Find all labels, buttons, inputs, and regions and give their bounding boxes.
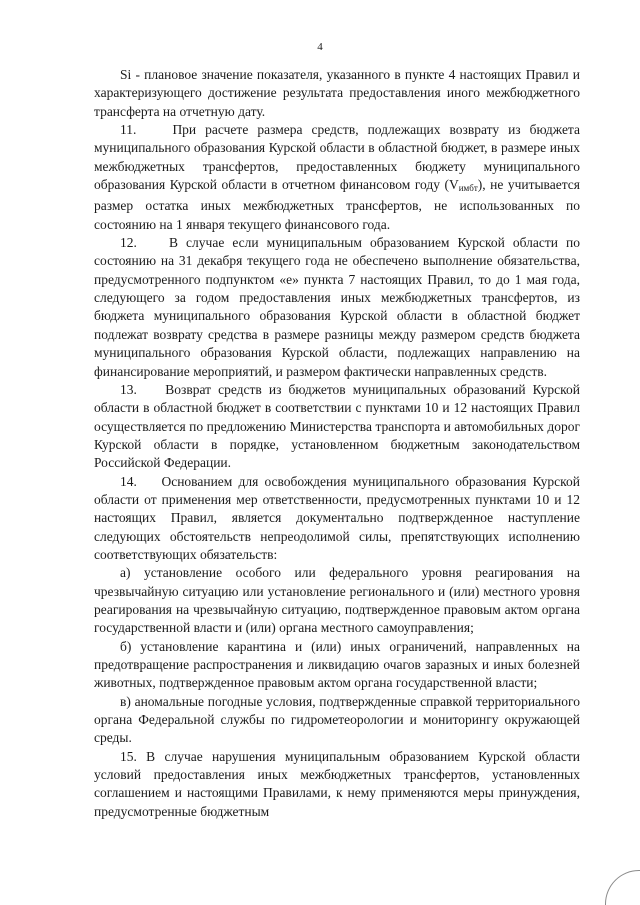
paragraph-15: 15. В случае нарушения муниципальным образованием Курской области условий предоставления иных межбюджетных трансфертов, установленных соглашением и настоящими Правилами, к нему применяются меры принуждения, предусмотренные бюджетным: [94, 748, 581, 819]
paragraph-number: 14.: [120, 473, 137, 489]
paragraph-number: 12.: [120, 235, 137, 251]
paragraph-number: 15.: [120, 748, 137, 764]
paragraph-14-b: б) установление карантина и (или) иных ограничений, направленных на предотвращение распространения и ликвидацию очагов заразных и иных болезней животных, подтвержденное правовым актом органа государственной власти;: [94, 638, 580, 691]
document-body: [94, 66, 580, 821]
paragraph-14-a: а) установление особого или федерального уровня реагирования на чрезвычайную ситуацию или установление регионального и (или) местного уровня реагирования на чрезвычайную ситуацию, подтвержденное правовым актом органа государственной власти и (или) органа местного самоуправления;: [94, 565, 580, 636]
page-corner-scan-edge: [605, 870, 640, 905]
paragraph-si-definition: Si - плановое значение показателя, указанного в пункте 4 настоящих Правил и характеризующего достижение результата предоставления иного межбюджетного трансферта на отчетную дату.: [94, 67, 580, 119]
paragraph-number: 11.: [120, 122, 137, 138]
paragraph-14: 14. Основанием для освобождения муниципального образования Курской области от применения мер ответственности, предусмотренных пунктами 10 и 12 настоящих Правил, является документально подтвержденное наступление следующих обстоятельств непреодолимой силы, препятствующих исполнению соответствующих обязательств:: [94, 473, 580, 562]
subscript: имбт: [458, 183, 478, 194]
paragraph-13: 13. Возврат средств из бюджетов муниципальных образований Курской области в областной бюджет в соответствии с пунктами 10 и 12 настоящих Правил осуществляется по предложению Министерства транспорта и автомобильных дорог Курской области в порядке, установленном бюджетным законодательством Российской Федерации.: [94, 381, 580, 471]
paragraph-14-v: в) аномальные погодные условия, подтвержденные справкой территориального органа Федеральной службы по гидрометеорологии и мониторингу окружающей среды.: [94, 693, 580, 746]
paragraph-11: 11. При расчете размера средств, подлежащих возврату из бюджета муниципального образования Курской области в областной бюджет, в размере иных межбюджетных трансфертов, предоставленных бюджету муниципального образования Курской области в отчетном финансовом году $(V_{имбт})$, не учитывается размер остатка иных межбюджетных трансфертов, не использованных по состоянию на 1 января текущего финансового года.: [94, 122, 580, 232]
paragraph-number: 13.: [120, 381, 137, 397]
paragraph-12: 12. В случае если муниципальным образованием Курской области по состоянию на 31 декабря текущего года не обеспечено выполнение обязательства, предусмотренного подпунктом «е» пункта 7 настоящих Правил, то до 1 мая года, следующего за годом предоставления иных межбюджетных трансфертов, из бюджета муниципального образования Курской области в областной бюджет подлежат возврату средства в размере разницы между размером средств бюджета муниципального образования Курской области, подлежащих направлению на финансирование мероприятий, и размером фактически направленных средств.: [94, 235, 581, 379]
page-number: 4: [317, 41, 323, 53]
